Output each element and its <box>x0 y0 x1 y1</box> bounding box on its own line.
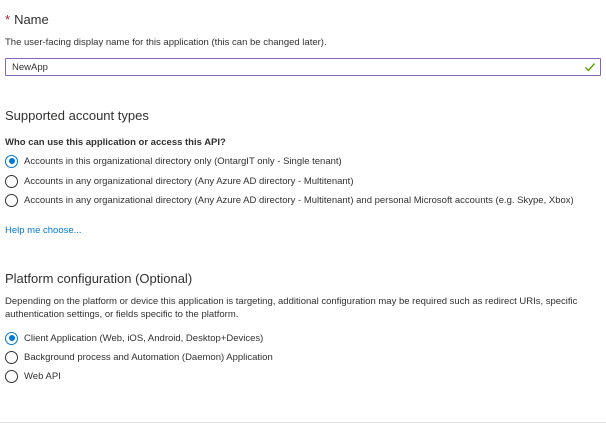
radio-label: Background process and Automation (Daemon) Application <box>24 351 273 363</box>
name-section-title <box>5 12 49 27</box>
account-types-title: Supported account types <box>5 108 149 123</box>
account-type-option-single-tenant[interactable] <box>5 154 342 168</box>
radio-unselected[interactable] <box>5 194 18 207</box>
name-label: Name <box>14 12 49 27</box>
account-type-option-multitenant[interactable] <box>5 174 354 188</box>
radio-label: Accounts in any organizational directory (Any Azure AD directory - Multitenant) <box>24 175 354 187</box>
account-type-option-multitenant-personal[interactable] <box>5 193 574 207</box>
radio-label: Client Application (Web, iOS, Android, Desktop+Devices) <box>24 332 264 344</box>
radio-unselected[interactable] <box>5 351 18 364</box>
help-me-choose-link[interactable]: Help me choose... <box>5 225 82 236</box>
name-input[interactable] <box>12 61 572 73</box>
platform-config-title: Platform configuration (Optional) <box>5 271 193 286</box>
platform-option-daemon[interactable] <box>5 350 273 364</box>
account-types-question: Who can use this application or access this API? <box>5 137 226 148</box>
radio-unselected[interactable] <box>5 370 18 383</box>
name-field[interactable] <box>5 58 601 76</box>
platform-description-line1: Depending on the platform or device this application is targeting, additional configuration may be required such as redirect URIs, specific <box>5 296 578 307</box>
radio-selected[interactable] <box>5 155 18 168</box>
platform-description-line2: authentication settings, or fields specific to the platform. <box>5 309 239 320</box>
platform-option-client-application[interactable] <box>5 331 263 345</box>
radio-label: Accounts in this organizational directory only (OntargIT only - Single tenant) <box>24 155 342 167</box>
radio-unselected[interactable] <box>5 175 18 188</box>
checkmark-icon <box>584 61 596 73</box>
radio-selected[interactable] <box>5 332 18 345</box>
section-divider <box>0 422 606 423</box>
radio-label: Web API <box>24 370 61 382</box>
name-description: The user-facing display name for this application (this can be changed later). <box>5 37 327 48</box>
required-marker: * <box>5 12 11 27</box>
platform-option-web-api[interactable] <box>5 369 61 383</box>
radio-label: Accounts in any organizational directory (Any Azure AD directory - Multitenant) and personal Microsoft accounts (e.g. Skype, Xbox) <box>24 194 574 206</box>
